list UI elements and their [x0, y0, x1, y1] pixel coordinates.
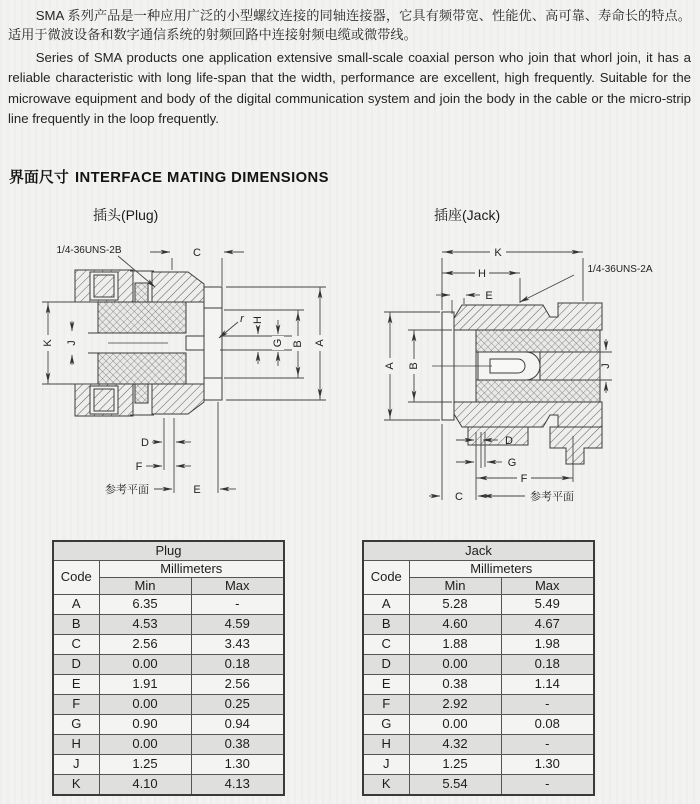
jack-ref-plane-label: 参考平面 [530, 491, 574, 503]
plug-center-pin [88, 333, 217, 353]
plug-dim-c: C [193, 247, 201, 259]
jack-caption: 插座(Jack) [434, 207, 501, 223]
table-row: B 4.53 4.59 [53, 615, 284, 635]
plug-dim-b: B [291, 340, 304, 348]
jack-dim-c: C [455, 491, 463, 503]
plug-dim-a: A [313, 339, 326, 347]
table-row: E 0.38 1.14 [363, 675, 594, 695]
plug-front-ring [204, 287, 222, 400]
plug-dim-e: E [193, 484, 201, 496]
table-row: D 0.00 0.18 [363, 655, 594, 675]
jack-drawing [384, 245, 653, 503]
table-row: H 0.00 0.38 [53, 735, 284, 755]
jack-max-header: Max [501, 578, 594, 595]
table-row: A 6.35 - [53, 595, 284, 615]
jack-table-title: Jack [363, 541, 594, 561]
table-row: G 0.00 0.08 [363, 715, 594, 735]
table-row: C 1.88 1.98 [363, 635, 594, 655]
jack-thread-label: 1/4-36UNS-2A [587, 264, 653, 275]
plug-dim-f: F [135, 461, 143, 473]
jack-code-header: Code [363, 561, 409, 595]
table-row: G 0.90 0.94 [53, 715, 284, 735]
plug-dim-k: K [41, 339, 54, 347]
jack-unit-header: Millimeters [409, 561, 594, 578]
table-row: F 0.00 0.25 [53, 695, 284, 715]
plug-thread-label: 1/4-36UNS-2B [56, 245, 122, 256]
section-title-en: INTERFACE MATING DIMENSIONS [75, 170, 329, 186]
plug-dim-g: G [271, 338, 284, 348]
table-row: C 2.56 3.43 [53, 635, 284, 655]
table-row: E 1.91 2.56 [53, 675, 284, 695]
plug-max-header: Max [191, 578, 284, 595]
plug-dim-d: D [141, 437, 149, 449]
jack-dim-g: G [507, 457, 517, 469]
table-row: J 1.25 1.30 [53, 755, 284, 775]
jack-dim-e: E [485, 290, 493, 302]
interface-drawings [0, 230, 700, 530]
jack-dim-j: J [599, 363, 612, 369]
jack-min-header: Min [409, 578, 501, 595]
table-row: H 4.32 - [363, 735, 594, 755]
section-title-zh: 界面尺寸 [9, 170, 69, 186]
jack-dim-f: F [520, 473, 528, 485]
jack-dimension-table [362, 540, 595, 796]
plug-caption: 插头(Plug) [93, 207, 159, 223]
plug-dim-h: H [251, 316, 264, 324]
intro-paragraph-zh: SMA 系列产品是一种应用广泛的小型螺纹连接的同轴连接器，它具有频带宽、性能优、高可靠、寿命长的特点。适用于微波设备和数字通信系统的射频回路中连接射频电缆或微带线。 [8, 8, 691, 43]
table-row: A 5.28 5.49 [363, 595, 594, 615]
jack-dim-k: K [494, 247, 502, 259]
jack-dim-h: H [478, 268, 486, 280]
plug-table-title: Plug [53, 541, 284, 561]
intro-paragraph-en: Series of SMA products one application extensive small-scale coaxial person who join that whorl join, it has a reliable characteristic with long life-span that the width, performance are excellent, high frequently. Suitable for the microwave equipment and body of the digital communication system and join the body in the cable or the micro-strip line frequently in the loop frequently. [8, 49, 691, 127]
intro-text [0, 0, 700, 133]
section-heading [9, 166, 329, 187]
plug-min-header: Min [99, 578, 191, 595]
table-row: K 5.54 - [363, 775, 594, 796]
plug-ref-plane-label: 参考平面 [105, 484, 149, 496]
table-row: D 0.00 0.18 [53, 655, 284, 675]
jack-dim-d: D [505, 435, 513, 447]
plug-code-header: Code [53, 561, 99, 595]
jack-dim-b: B [407, 362, 420, 370]
plug-dim-j: J [65, 340, 78, 346]
table-row: B 4.60 4.67 [363, 615, 594, 635]
jack-dim-a: A [383, 362, 396, 370]
plug-dimension-table [52, 540, 285, 796]
plug-drawing [42, 245, 326, 496]
table-row: F 2.92 - [363, 695, 594, 715]
plug-dim-r: r [240, 313, 244, 325]
plug-unit-header: Millimeters [99, 561, 284, 578]
table-row: J 1.25 1.30 [363, 755, 594, 775]
table-row: K 4.10 4.13 [53, 775, 284, 796]
